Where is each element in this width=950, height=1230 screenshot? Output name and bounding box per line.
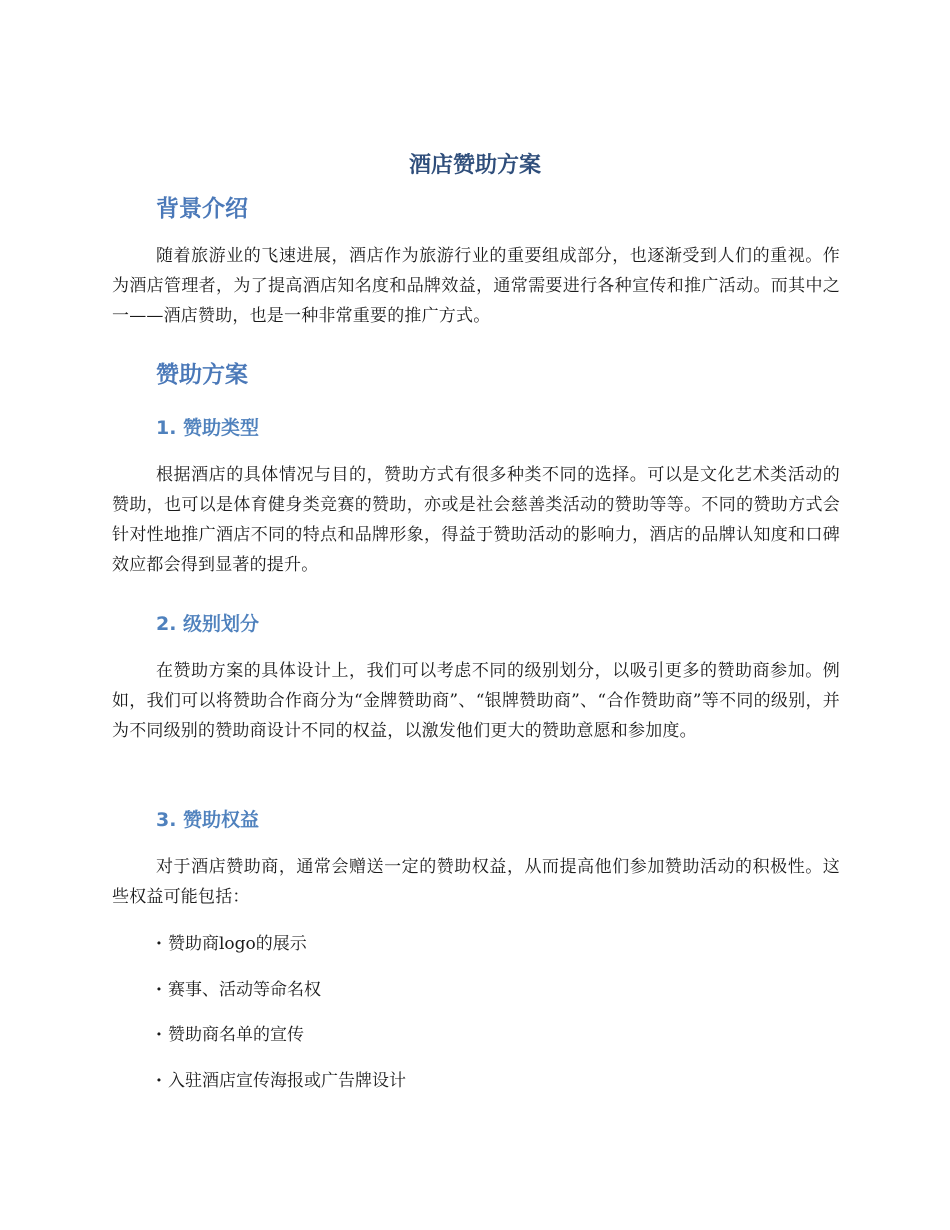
list-item: [156, 1069, 406, 1093]
list-item-text: 赛事、活动等命名权: [168, 980, 321, 1000]
list-item-text: 赞助商名单的宣传: [168, 1025, 304, 1045]
section-heading-background: 背景介绍: [156, 196, 248, 222]
bullet-icon: ·: [156, 934, 162, 954]
document-title: 酒店赞助方案: [408, 153, 541, 178]
bullet-icon: ·: [156, 1071, 162, 1091]
list-item: [156, 932, 307, 956]
levels-paragraph: 在赞助方案的具体设计上，我们可以考虑不同的级别划分，以吸引更多的赞助商参加。例如，我们可以将赞助合作商分为“金牌赞助商”、“银牌赞助商”、“合作赞助商”等不同的级别，并为不同级别的赞助商设计不同的权益，以激发他们更大的赞助意愿和参加度。: [112, 661, 840, 741]
background-paragraph: 随着旅游业的飞速进展，酒店作为旅游行业的重要组成部分，也逐渐受到人们的重视。作为酒店管理者，为了提高酒店知名度和品牌效益，通常需要进行各种宣传和推广活动。而其中之一——酒店赞助，也是一种非常重要的推广方式。: [112, 246, 840, 326]
subheading-levels: 2. 级别划分: [156, 613, 260, 635]
list-item: [156, 1023, 304, 1047]
section-heading-plan: 赞助方案: [156, 362, 248, 388]
benefits-paragraph: 对于酒店赞助商，通常会赠送一定的赞助权益，从而提高他们参加赞助活动的积极性。这些权益可能包括：: [112, 857, 840, 907]
list-item-text: 入驻酒店宣传海报或广告牌设计: [168, 1071, 406, 1091]
subheading-benefits: 3. 赞助权益: [156, 809, 260, 831]
sponsor-type-paragraph: 根据酒店的具体情况与目的，赞助方式有很多种类不同的选择。可以是文化艺术类活动的赞助，也可以是体育健身类竞赛的赞助，亦或是社会慈善类活动的赞助等等。不同的赞助方式会针对性地推广酒店不同的特点和品牌形象，得益于赞助活动的影响力，酒店的品牌认知度和口碑效应都会得到显著的提升。: [112, 465, 840, 575]
list-item-text: 赞助商logo的展示: [168, 934, 307, 954]
bullet-icon: ·: [156, 980, 162, 1000]
bullet-icon: ·: [156, 1025, 162, 1045]
subheading-sponsor-type: 1. 赞助类型: [156, 417, 260, 439]
list-item: [156, 978, 321, 1002]
